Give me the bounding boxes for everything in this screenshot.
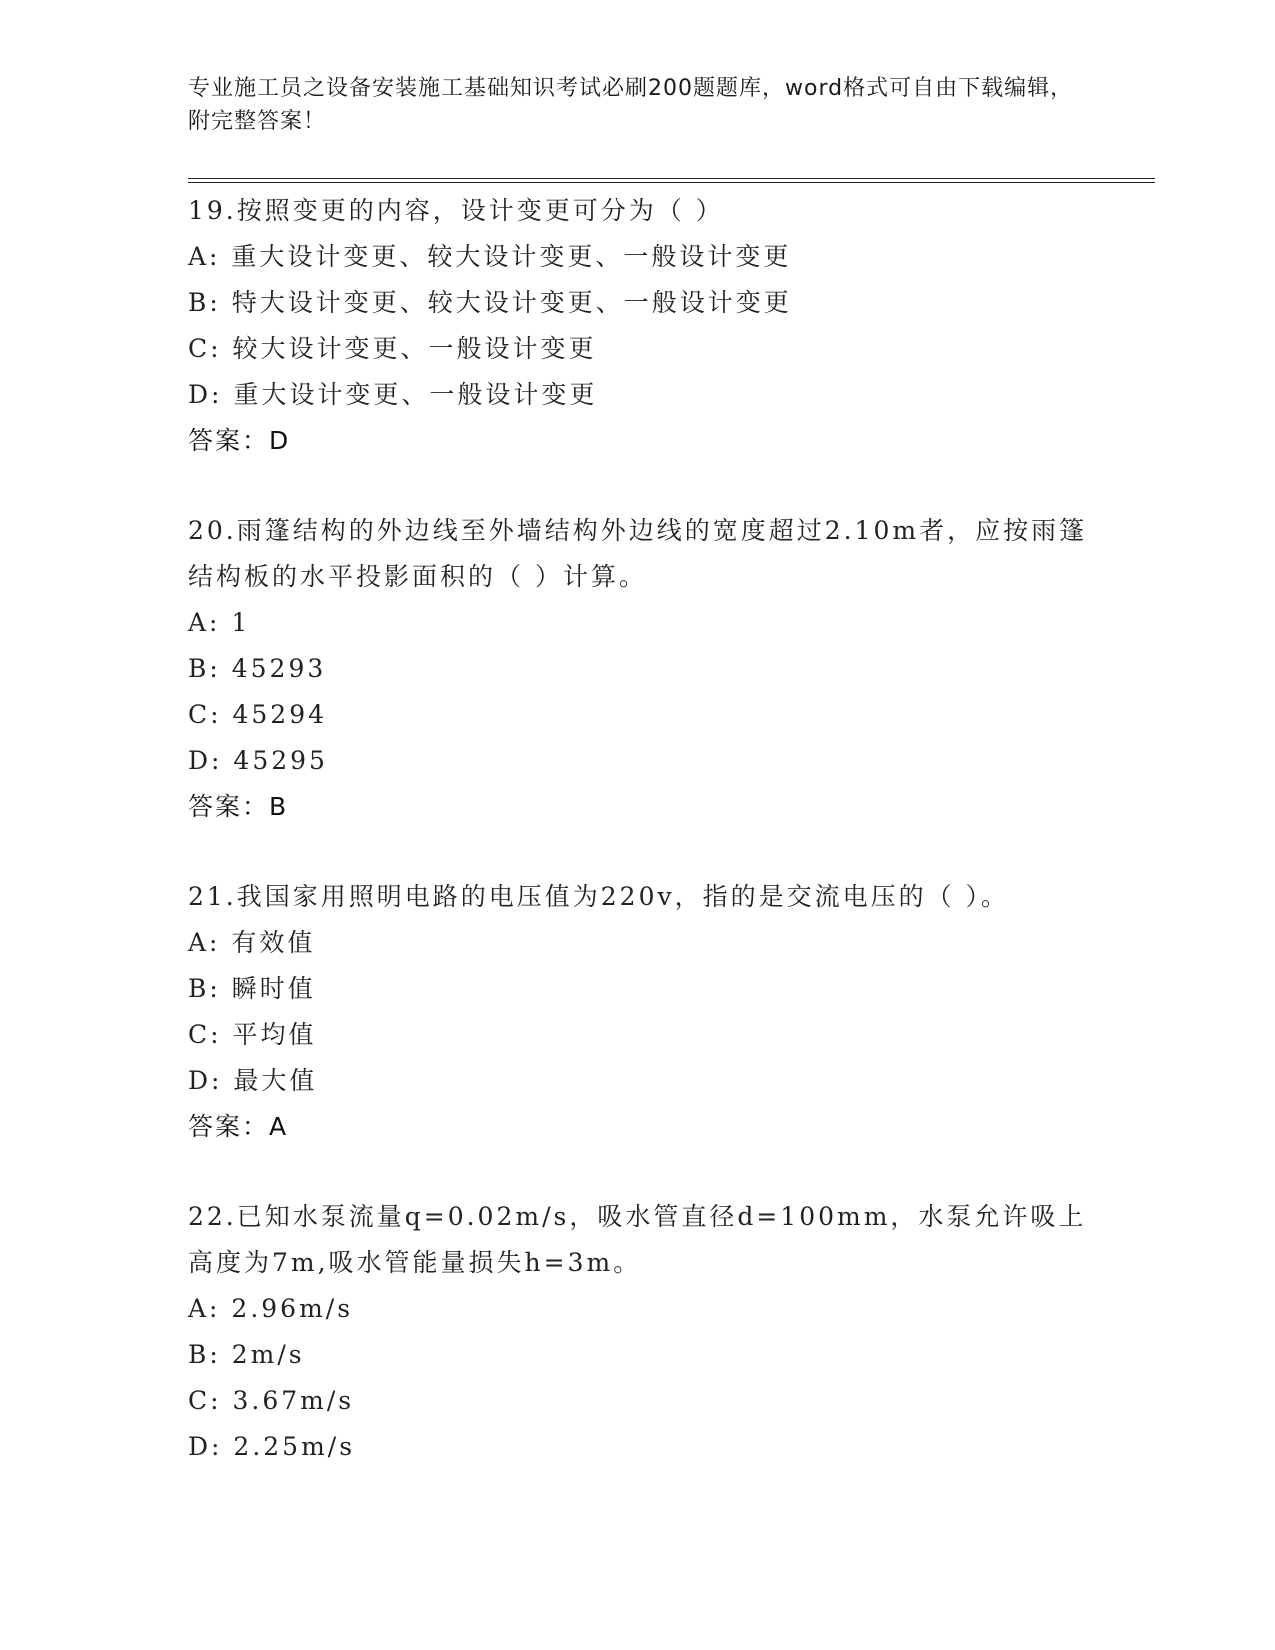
question-text: 21.我国家用照明电路的电压值为220v，指的是交流电压的（ ）。 [188,882,1010,911]
option-d: D: 45295 [188,746,328,775]
option-d: D: 2.25m/s [188,1432,356,1461]
question-text: 19.按照变更的内容，设计变更可分为（ ） [188,196,724,225]
option-b: B: 特大设计变更、较大设计变更、一般设计变更 [188,288,792,317]
option-c: C: 较大设计变更、一般设计变更 [188,334,597,363]
option-b: B: 2m/s [188,1340,305,1369]
header-divider-top [188,178,1155,179]
option-c: C: 平均值 [188,1020,317,1049]
document-header: 专业施工员之设备安装施工基础知识考试必刷200题题库，word格式可自由下载编辑，附完整答案！ [188,76,1074,134]
question-21 [188,874,1088,1150]
option-d: D: 最大值 [188,1066,318,1095]
option-a: A: 有效值 [188,928,316,957]
option-b: B: 瞬时值 [188,974,316,1003]
header-divider-bottom [188,182,1155,183]
option-d: D: 重大设计变更、一般设计变更 [188,380,598,409]
option-a: A: 1 [188,608,251,637]
option-a: A: 2.96m/s [188,1294,354,1323]
question-20 [188,508,1088,830]
option-c: C: 3.67m/s [188,1386,355,1415]
option-a: A: 重大设计变更、较大设计变更、一般设计变更 [188,242,792,271]
answer: 答案：B [188,792,289,821]
answer: 答案：A [188,1112,289,1141]
question-19 [188,188,1088,464]
answer: 答案：D [188,426,291,455]
option-c: C: 45294 [188,700,328,729]
question-text: 20.雨篷结构的外边线至外墙结构外边线的宽度超过2.10m者，应按雨篷结构板的水平投影面积的（ ）计算。 [188,516,1088,591]
question-22 [188,1194,1088,1470]
option-b: B: 45293 [188,654,327,683]
question-text: 22.已知水泵流量q=0.02m/s，吸水管直径d=100mm，水泵允许吸上高度为7m,吸水管能量损失h=3m。 [188,1202,1087,1277]
